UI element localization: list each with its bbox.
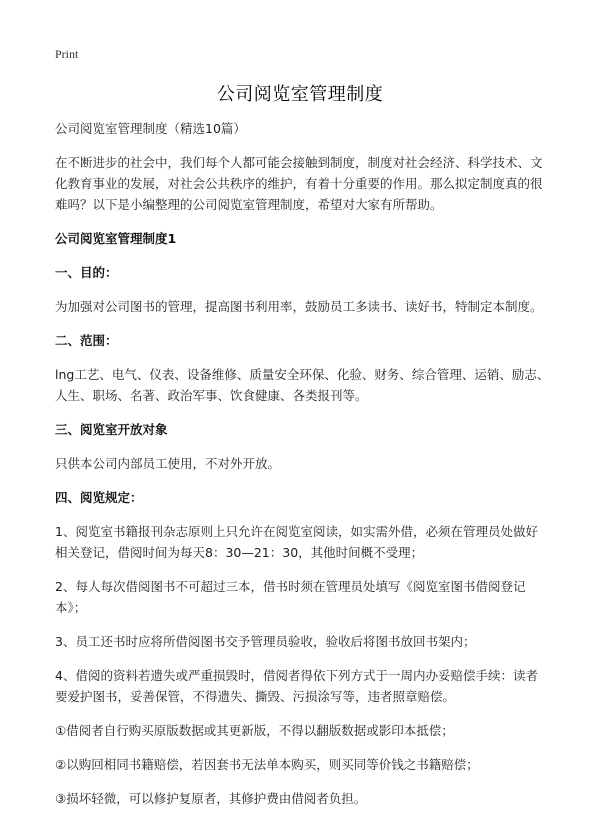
compensation-item-1: ①借阅者自行购买原版数据或其更新版，不得以翻版数据或影印本抵偿；: [55, 723, 454, 738]
purpose-heading: 一、目的：: [55, 265, 118, 280]
rule-item-2: 2、每人每次借阅图书不可超过三本，借书时须在管理员处填写《阅览室图书借阅登记本》；: [55, 579, 526, 615]
scope-paragraph: lng工艺、电气、仪表、设备维修、质量安全环保、化验、财务、综合管理、运销、励志、人生、职场、名著、政治军事、饮食健康、各类报刊等。: [55, 367, 550, 403]
print-label[interactable]: Print: [55, 47, 79, 61]
rules-heading: 四、阅览规定：: [55, 490, 143, 505]
open-paragraph: 只供本公司内部员工使用，不对外开放。: [55, 456, 281, 471]
document-title: 公司阅览室管理制度: [216, 84, 384, 105]
compensation-item-2: ②以购回相同书籍赔偿，若因套书无法单本购买，则买同等价钱之书籍赔偿；: [55, 757, 479, 772]
rule-item-3: 3、员工还书时应将所借阅图书交予管理员验收，验收后将图书放回书架内；: [55, 634, 476, 649]
rule-item-4: 4、借阅的资料若遗失或严重损毁时，借阅者得依下列方式于一周内办妥赔偿手续：读者要爱护图书，妥善保管，不得遗失、撕毁、污损涂写等，违者照章赔偿。: [55, 668, 538, 704]
scope-heading: 二、范围：: [55, 333, 118, 348]
purpose-paragraph: 为加强对公司图书的管理，提高图书利用率，鼓励员工多读书、读好书，特制定本制度。: [55, 299, 543, 314]
intro-paragraph: 在不断进步的社会中，我们每个人都可能会接触到制度，制度对社会经济、科学技术、文化教育事业的发展，对社会公共秩序的维护，有着十分重要的作用。那么拟定制度真的很难吗？以下是小编整理的公司阅览室管理制度，希望对大家有所帮助。: [55, 155, 543, 212]
compensation-item-3: ③损坏轻微，可以修护复原者，其修护费由借阅者负担。: [55, 791, 367, 806]
document-subtitle: 公司阅览室管理制度（精选10篇）: [55, 121, 246, 136]
section-title: 公司阅览室管理制度1: [55, 231, 177, 246]
rule-item-1: 1、阅览室书籍报刊杂志原则上只允许在阅览室阅读，如实需外借，必须在管理员处做好相关登记，借阅时间为每天8：30—21：30，其他时间概不受理；: [55, 524, 538, 560]
open-heading: 三、阅览室开放对象: [55, 422, 168, 437]
document-body: [55, 118, 550, 822]
